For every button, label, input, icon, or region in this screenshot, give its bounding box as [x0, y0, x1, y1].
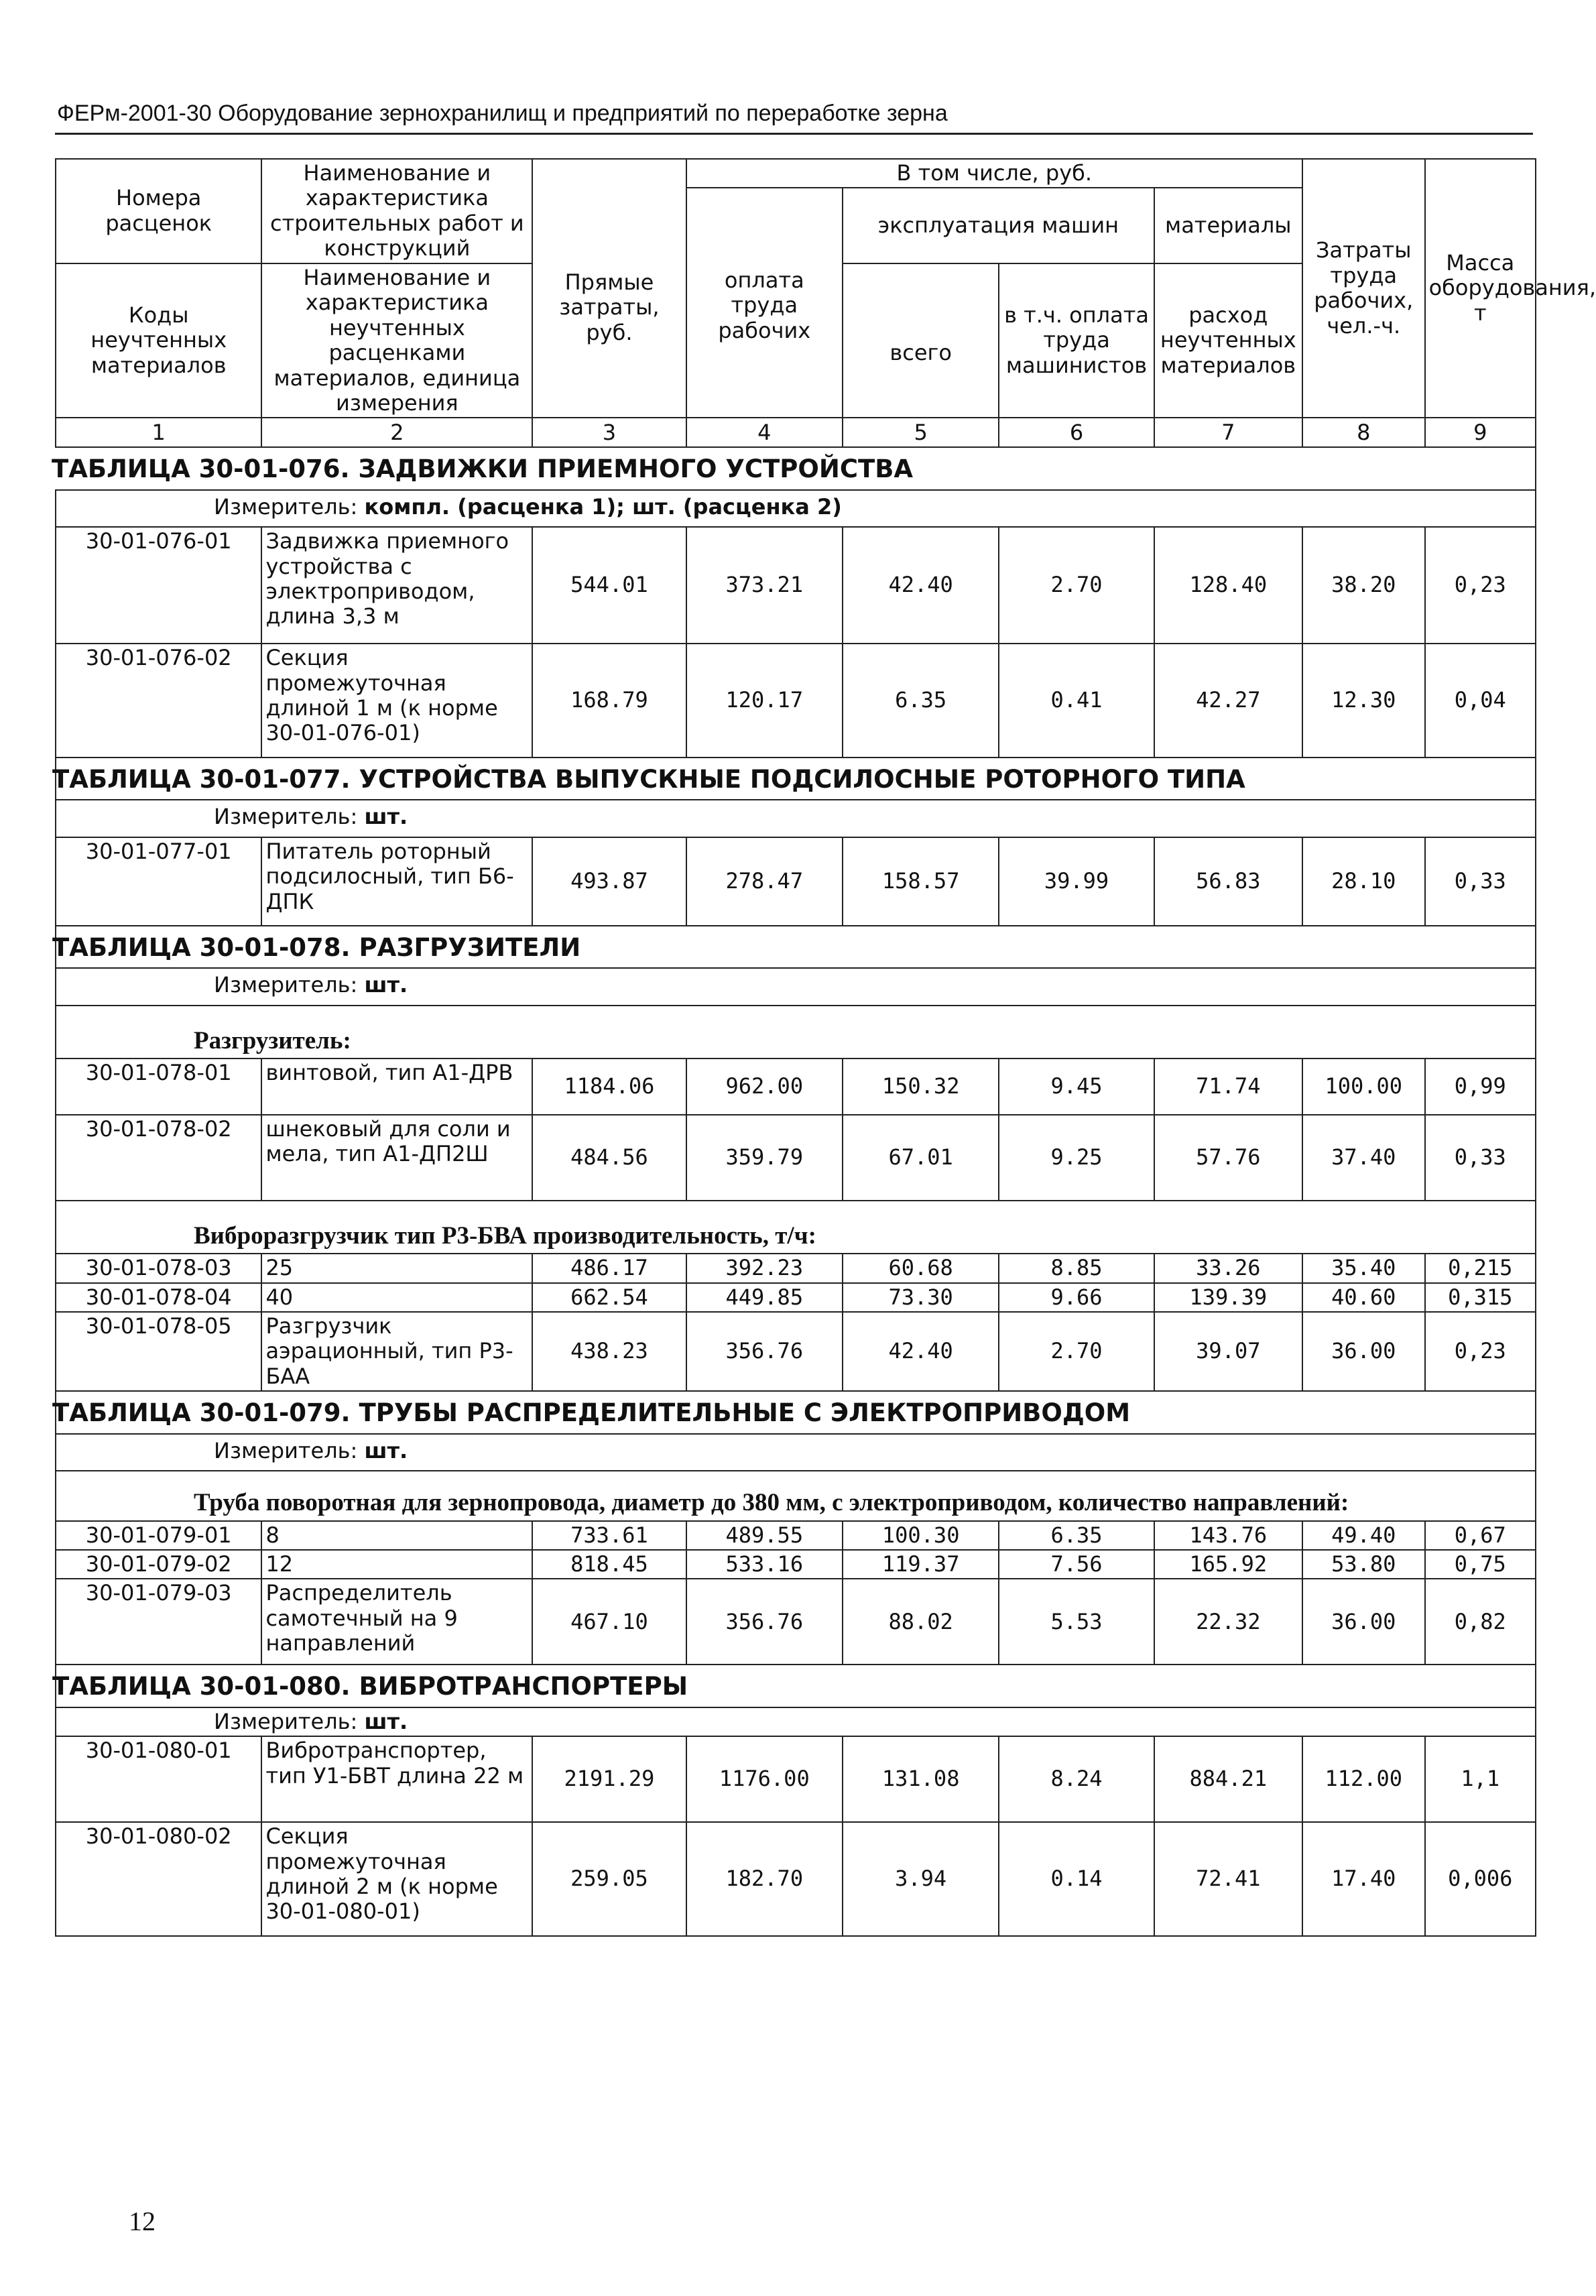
labor-hours: 17.40 — [1302, 1822, 1425, 1936]
col-number: 9 — [1425, 418, 1536, 447]
labor-hours: 53.80 — [1302, 1550, 1425, 1579]
rate-code: 30-01-078-05 — [56, 1312, 261, 1391]
header-unaccounted-codes: Коды неучтенных материалов — [56, 263, 261, 418]
rate-code: 30-01-077-01 — [56, 837, 261, 926]
header-operator-pay: в т.ч. оплата труда машинистов — [999, 263, 1154, 418]
meter-label: Измеритель: — [214, 1437, 365, 1463]
table-row — [56, 1579, 1536, 1665]
materials: 884.21 — [1154, 1736, 1302, 1822]
rates-table — [52, 158, 1596, 1937]
worker-pay: 356.76 — [686, 1312, 843, 1391]
materials: 72.41 — [1154, 1822, 1302, 1936]
operator-pay: 0.14 — [999, 1822, 1154, 1936]
rate-code: 30-01-078-02 — [56, 1115, 261, 1201]
materials: 57.76 — [1154, 1115, 1302, 1201]
machines-total: 88.02 — [843, 1579, 999, 1665]
worker-pay: 489.55 — [686, 1521, 843, 1550]
direct-costs: 818.45 — [532, 1550, 686, 1579]
worker-pay: 120.17 — [686, 644, 843, 758]
materials: 56.83 — [1154, 837, 1302, 926]
meter-line — [56, 490, 1536, 527]
col-number: 5 — [843, 418, 999, 447]
rate-code: 30-01-080-02 — [56, 1822, 261, 1936]
col-number: 3 — [532, 418, 686, 447]
group-heading: Труба поворотная для зернопровода, диаметр до 380 мм, с электроприводом, количество направлений: — [56, 1471, 1536, 1521]
direct-costs: 168.79 — [532, 644, 686, 758]
materials: 165.92 — [1154, 1550, 1302, 1579]
labor-hours: 100.00 — [1302, 1059, 1425, 1115]
rate-code: 30-01-078-01 — [56, 1059, 261, 1115]
machines-total: 6.35 — [843, 644, 999, 758]
direct-costs: 493.87 — [532, 837, 686, 926]
rate-name: Секция промежуточная длиной 1 м (к норме 30-01-076-01) — [261, 644, 532, 758]
operator-pay: 6.35 — [999, 1521, 1154, 1550]
header-row-1 — [56, 159, 1536, 188]
rate-code: 30-01-078-03 — [56, 1254, 261, 1282]
worker-pay: 182.70 — [686, 1822, 843, 1936]
table-row — [56, 1254, 1536, 1282]
direct-costs: 1184.06 — [532, 1059, 686, 1115]
direct-costs: 544.01 — [532, 527, 686, 644]
labor-hours: 37.40 — [1302, 1115, 1425, 1201]
operator-pay: 8.24 — [999, 1736, 1154, 1822]
direct-costs: 438.23 — [532, 1312, 686, 1391]
meter-line — [56, 1707, 1536, 1736]
worker-pay: 373.21 — [686, 527, 843, 644]
machines-total: 42.40 — [843, 527, 999, 644]
machines-total: 73.30 — [843, 1283, 999, 1312]
worker-pay: 533.16 — [686, 1550, 843, 1579]
equipment-mass: 0,33 — [1425, 837, 1536, 926]
rate-name: 12 — [261, 1550, 532, 1579]
materials: 139.39 — [1154, 1283, 1302, 1312]
col-number: 4 — [686, 418, 843, 447]
table-title-row — [56, 1391, 1536, 1433]
header-labor-hours: Затраты труда рабочих, чел.-ч. — [1302, 159, 1425, 418]
running-header: ФЕРм-2001-30 Оборудование зернохранилищ и предприятий по переработке зерна — [57, 101, 948, 126]
machines-total: 67.01 — [843, 1115, 999, 1201]
table-row — [56, 527, 1536, 644]
labor-hours: 35.40 — [1302, 1254, 1425, 1282]
table-row — [56, 1521, 1536, 1550]
operator-pay: 8.85 — [999, 1254, 1154, 1282]
machines-total: 150.32 — [843, 1059, 999, 1115]
rate-code: 30-01-080-01 — [56, 1736, 261, 1822]
col-number: 6 — [999, 418, 1154, 447]
col-number: 7 — [1154, 418, 1302, 447]
header-unaccounted-materials: расход неучтенных материалов — [1154, 263, 1302, 418]
header-equipment-mass: Масса оборудования, т — [1425, 159, 1536, 418]
rate-name: Секция промежуточная длиной 2 м (к норме 30-01-080-01) — [261, 1822, 532, 1936]
rate-code: 30-01-079-03 — [56, 1579, 261, 1665]
equipment-mass: 0,315 — [1425, 1283, 1536, 1312]
meter-row — [56, 1434, 1536, 1471]
rate-name: Задвижка приемного устройства с электроприводом, длина 3,3 м — [261, 527, 532, 644]
labor-hours: 40.60 — [1302, 1283, 1425, 1312]
equipment-mass: 0,33 — [1425, 1115, 1536, 1201]
labor-hours: 112.00 — [1302, 1736, 1425, 1822]
machines-total: 158.57 — [843, 837, 999, 926]
machines-total: 119.37 — [843, 1550, 999, 1579]
meter-row — [56, 1707, 1536, 1736]
header-rate-numbers: Номера расценок — [56, 159, 261, 263]
header-machines: эксплуатация машин — [843, 188, 1154, 263]
table-title: ТАБЛИЦА 30-01-077. УСТРОЙСТВА ВЫПУСКНЫЕ ПОДСИЛОСНЫЕ РОТОРНОГО ТИПА — [56, 758, 1536, 800]
materials: 143.76 — [1154, 1521, 1302, 1550]
table-row — [56, 1822, 1536, 1936]
materials: 33.26 — [1154, 1254, 1302, 1282]
rate-code: 30-01-076-02 — [56, 644, 261, 758]
meter-line — [56, 800, 1536, 837]
labor-hours: 49.40 — [1302, 1521, 1425, 1550]
operator-pay: 2.70 — [999, 1312, 1154, 1391]
table-title-row — [56, 758, 1536, 800]
meter-value: шт. — [364, 1437, 408, 1463]
worker-pay: 356.76 — [686, 1579, 843, 1665]
materials: 128.40 — [1154, 527, 1302, 644]
operator-pay: 9.25 — [999, 1115, 1154, 1201]
group-heading-row — [56, 1471, 1536, 1521]
labor-hours: 38.20 — [1302, 527, 1425, 644]
rate-name: 25 — [261, 1254, 532, 1282]
col-number: 1 — [56, 418, 261, 447]
operator-pay: 0.41 — [999, 644, 1154, 758]
machines-total: 42.40 — [843, 1312, 999, 1391]
meter-value: компл. (расценка 1); шт. (расценка 2) — [364, 493, 842, 520]
equipment-mass: 0,82 — [1425, 1579, 1536, 1665]
rate-name: Питатель роторный подсилосный, тип Б6-ДПК — [261, 837, 532, 926]
worker-pay: 1176.00 — [686, 1736, 843, 1822]
header-work-name: Наименование и характеристика строительных работ и конструкций — [261, 159, 532, 263]
table-title: ТАБЛИЦА 30-01-078. РАЗГРУЗИТЕЛИ — [56, 926, 1536, 968]
worker-pay: 278.47 — [686, 837, 843, 926]
equipment-mass: 0,23 — [1425, 1312, 1536, 1391]
machines-total: 60.68 — [843, 1254, 999, 1282]
machines-total: 3.94 — [843, 1822, 999, 1936]
header-machines-total: всего — [843, 263, 999, 418]
table-title: ТАБЛИЦА 30-01-076. ЗАДВИЖКИ ПРИЕМНОГО УСТРОЙСТВА — [56, 447, 1536, 489]
labor-hours: 36.00 — [1302, 1312, 1425, 1391]
meter-row — [56, 800, 1536, 837]
rate-name: винтовой, тип А1-ДРВ — [261, 1059, 532, 1115]
group-heading-row — [56, 1006, 1536, 1059]
operator-pay: 5.53 — [999, 1579, 1154, 1665]
header-including: В том числе, руб. — [686, 159, 1302, 188]
table-title-row — [56, 926, 1536, 968]
rate-name: Разгрузчик аэрационный, тип Р3-БАА — [261, 1312, 532, 1391]
equipment-mass: 0,215 — [1425, 1254, 1536, 1282]
equipment-mass: 0,23 — [1425, 527, 1536, 644]
col-number: 8 — [1302, 418, 1425, 447]
operator-pay: 9.45 — [999, 1059, 1154, 1115]
group-heading: Разгрузитель: — [56, 1006, 1536, 1059]
page-number: 12 — [129, 2206, 156, 2236]
header-unaccounted-names: Наименование и характеристика неучтенных расценками материалов, единица измерения — [261, 263, 532, 418]
operator-pay: 2.70 — [999, 527, 1154, 644]
equipment-mass: 1,1 — [1425, 1736, 1536, 1822]
equipment-mass: 0,04 — [1425, 644, 1536, 758]
table-row — [56, 1550, 1536, 1579]
materials: 42.27 — [1154, 644, 1302, 758]
materials: 22.32 — [1154, 1579, 1302, 1665]
table-row — [56, 1736, 1536, 1822]
header-rule — [55, 133, 1533, 135]
equipment-mass: 0,99 — [1425, 1059, 1536, 1115]
table-title: ТАБЛИЦА 30-01-080. ВИБРОТРАНСПОРТЕРЫ — [56, 1665, 1536, 1707]
meter-label: Измеритель: — [214, 1708, 365, 1734]
column-number-row — [56, 418, 1536, 447]
meter-value: шт. — [364, 972, 408, 998]
operator-pay: 9.66 — [999, 1283, 1154, 1312]
labor-hours: 28.10 — [1302, 837, 1425, 926]
meter-line — [56, 968, 1536, 1005]
equipment-mass: 0,006 — [1425, 1822, 1536, 1936]
rate-name: 8 — [261, 1521, 532, 1550]
meter-row — [56, 490, 1536, 527]
table-row — [56, 837, 1536, 926]
table-row — [56, 1059, 1536, 1115]
header-worker-pay: оплата труда рабочих — [686, 188, 843, 418]
meter-row — [56, 968, 1536, 1005]
worker-pay: 962.00 — [686, 1059, 843, 1115]
direct-costs: 484.56 — [532, 1115, 686, 1201]
rate-code: 30-01-079-02 — [56, 1550, 261, 1579]
equipment-mass: 0,67 — [1425, 1521, 1536, 1550]
col-number: 2 — [261, 418, 532, 447]
direct-costs: 259.05 — [532, 1822, 686, 1936]
labor-hours: 36.00 — [1302, 1579, 1425, 1665]
worker-pay: 392.23 — [686, 1254, 843, 1282]
direct-costs: 662.54 — [532, 1283, 686, 1312]
direct-costs: 2191.29 — [532, 1736, 686, 1822]
meter-label: Измеритель: — [214, 804, 365, 830]
equipment-mass: 0,75 — [1425, 1550, 1536, 1579]
rate-name: 40 — [261, 1283, 532, 1312]
operator-pay: 7.56 — [999, 1550, 1154, 1579]
table-row — [56, 644, 1536, 758]
rate-code: 30-01-078-04 — [56, 1283, 261, 1312]
meter-value: шт. — [364, 804, 408, 830]
rate-name: шнековый для соли и мела, тип А1-ДП2Ш — [261, 1115, 532, 1201]
rate-name: Вибротранспортер, тип У1-БВТ длина 22 м — [261, 1736, 532, 1822]
direct-costs: 467.10 — [532, 1579, 686, 1665]
rate-code: 30-01-079-01 — [56, 1521, 261, 1550]
machines-total: 131.08 — [843, 1736, 999, 1822]
meter-value: шт. — [364, 1708, 408, 1734]
table-title: ТАБЛИЦА 30-01-079. ТРУБЫ РАСПРЕДЕЛИТЕЛЬНЫЕ С ЭЛЕКТРОПРИВОДОМ — [56, 1391, 1536, 1433]
table-row — [56, 1312, 1536, 1391]
header-materials: материалы — [1154, 188, 1302, 263]
table-title-row — [56, 447, 1536, 489]
group-heading: Виброразгрузчик тип Р3-БВА производительность, т/ч: — [56, 1201, 1536, 1254]
group-heading-row — [56, 1201, 1536, 1254]
table-row — [56, 1115, 1536, 1201]
meter-label: Измеритель: — [214, 493, 365, 520]
meter-label: Измеритель: — [214, 972, 365, 998]
direct-costs: 486.17 — [532, 1254, 686, 1282]
table-row — [56, 1283, 1536, 1312]
materials: 39.07 — [1154, 1312, 1302, 1391]
table-title-row — [56, 1665, 1536, 1707]
worker-pay: 449.85 — [686, 1283, 843, 1312]
operator-pay: 39.99 — [999, 837, 1154, 926]
header-direct-costs: Прямые затраты, руб. — [532, 159, 686, 418]
meter-line — [56, 1434, 1536, 1471]
direct-costs: 733.61 — [532, 1521, 686, 1550]
labor-hours: 12.30 — [1302, 644, 1425, 758]
worker-pay: 359.79 — [686, 1115, 843, 1201]
rate-code: 30-01-076-01 — [56, 527, 261, 644]
materials: 71.74 — [1154, 1059, 1302, 1115]
rate-name: Распределитель самотечный на 9 направлений — [261, 1579, 532, 1665]
machines-total: 100.30 — [843, 1521, 999, 1550]
